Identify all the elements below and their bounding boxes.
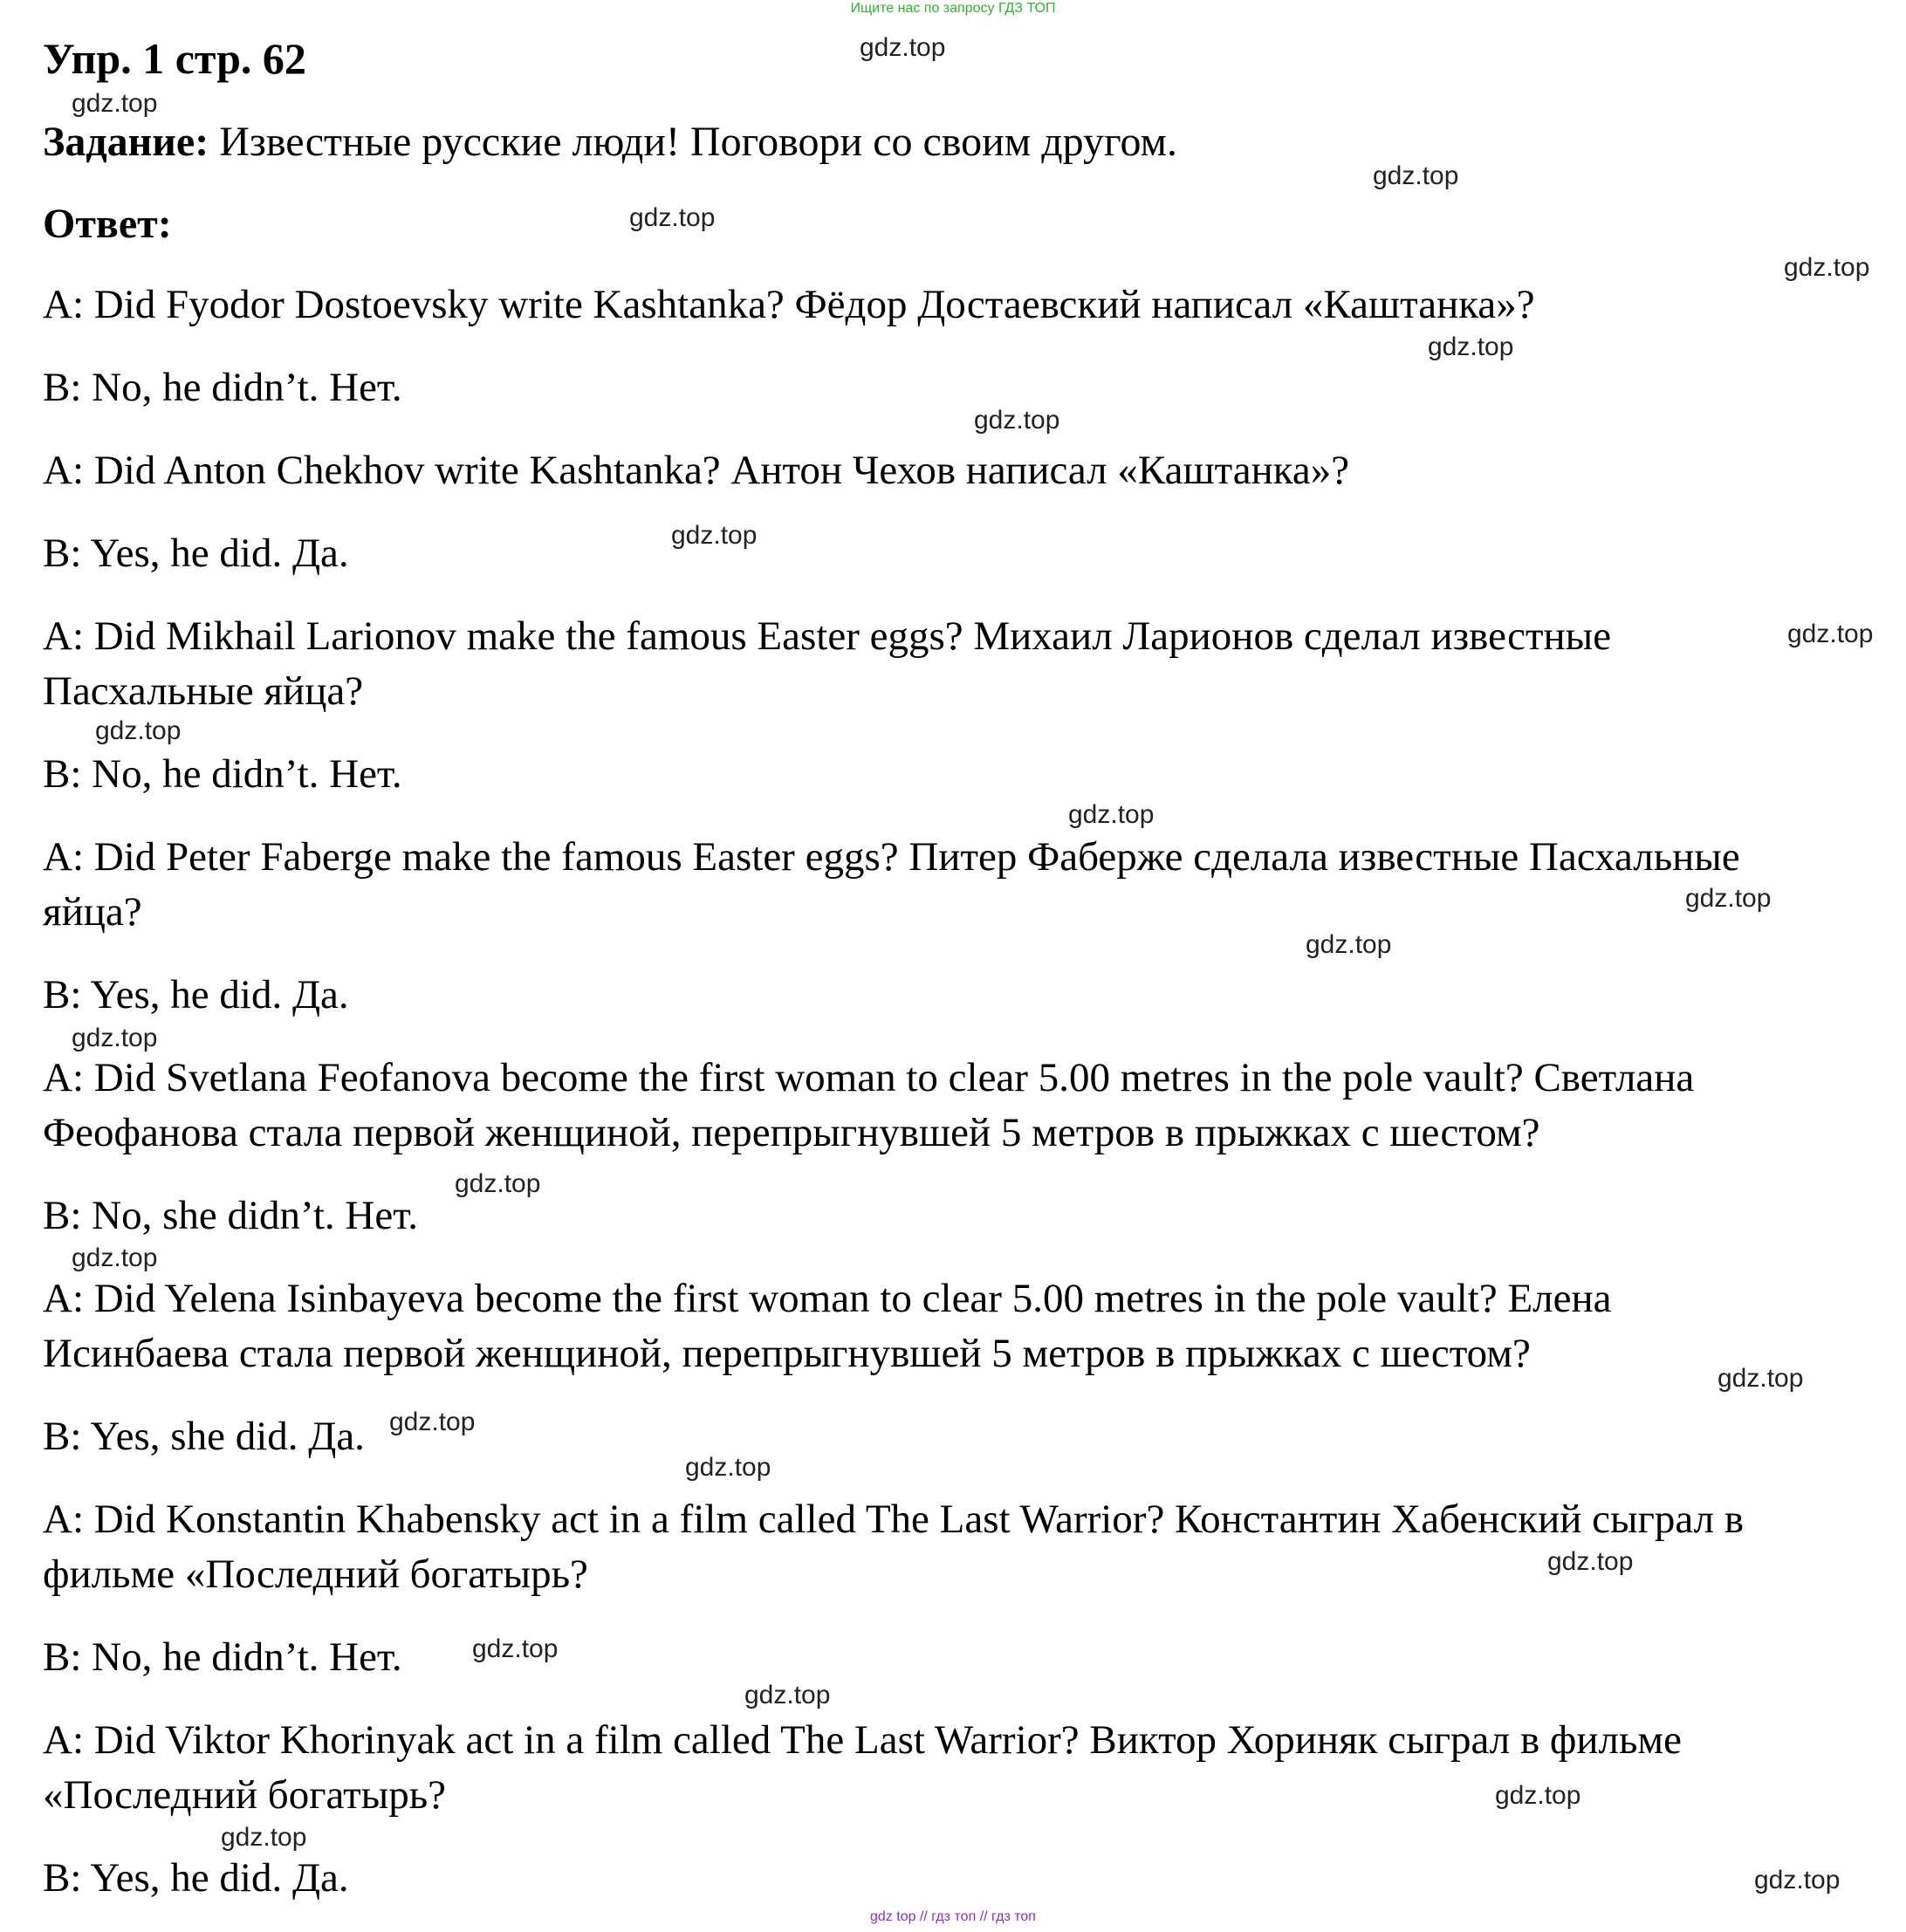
watermark: gdz.top xyxy=(1373,161,1459,190)
dialogue-line: B: No, he didn’t. Нет. xyxy=(43,751,402,797)
watermark: gdz.top xyxy=(1547,1547,1634,1576)
dialogue-line: B: Yes, he did. Да. xyxy=(43,531,349,576)
dialogue-line: B: No, she didn’t. Нет. xyxy=(43,1193,418,1238)
watermark: gdz.top xyxy=(671,521,758,550)
watermark: gdz.top xyxy=(1068,800,1155,829)
dialogue-line: A: Did Mikhail Larionov make the famous Easter eggs? Михаил Ларионов сделал известные xyxy=(43,613,1612,659)
watermark: gdz.top xyxy=(1784,253,1870,282)
watermark: gdz.top xyxy=(1428,332,1514,361)
dialogue-line: A: Did Svetlana Feofanova become the first woman to clear 5.00 metres in the pole vault? Светлана xyxy=(43,1055,1695,1100)
dialogue-line: A: Did Anton Chekhov write Kashtanka? Антон Чехов написал «Каштанка»? xyxy=(43,448,1350,493)
watermark: gdz.top xyxy=(1495,1781,1581,1810)
watermark: gdz.top xyxy=(1306,930,1392,959)
dialogue-line: A: Did Peter Faberge make the famous Easter eggs? Питер Фаберже сделала известные Пасхальные xyxy=(43,834,1740,880)
watermark: gdz.top xyxy=(1717,1364,1804,1393)
watermark: gdz.top xyxy=(1685,884,1772,913)
answer-label: Ответ: xyxy=(43,201,172,247)
footer-watermark: gdz top // гдз топ // гдз топ xyxy=(870,1909,1036,1924)
watermark: gdz.top xyxy=(389,1408,476,1436)
watermark: gdz.top xyxy=(860,33,946,62)
dialogue-line: B: No, he didn’t. Нет. xyxy=(43,365,402,410)
dialogue-line: A: Did Fyodor Dostoevsky write Kashtanka? Фёдор Достаевский написал «Каштанка»? xyxy=(43,282,1535,327)
watermark: gdz.top xyxy=(629,203,716,232)
watermark: gdz.top xyxy=(221,1823,307,1852)
dialogue-line: Пасхальные яйца? xyxy=(43,668,364,714)
dialogue-line: яйца? xyxy=(43,889,142,935)
dialogue-line: A: Did Viktor Khorinyak act in a film called The Last Warrior? Виктор Хориняк сыграл в фильме xyxy=(43,1717,1683,1763)
dialogue-line: фильме «Последний богатырь? xyxy=(43,1552,588,1597)
watermark: gdz.top xyxy=(472,1634,559,1663)
watermark: gdz.top xyxy=(685,1453,771,1482)
dialogue-line: B: No, he didn’t. Нет. xyxy=(43,1634,402,1680)
watermark: gdz.top xyxy=(744,1681,831,1709)
dialogue-line: B: Yes, he did. Да. xyxy=(43,1855,349,1901)
watermark: gdz.top xyxy=(72,1024,158,1052)
watermark: gdz.top xyxy=(455,1169,541,1198)
watermark: gdz.top xyxy=(95,716,182,745)
top-banner: Ищите нас по запросу ГДЗ ТОП xyxy=(850,1,1056,16)
dialogue-line: «Последний богатырь? xyxy=(43,1772,447,1818)
dialogue-line: A: Did Yelena Isinbayeva become the first woman to clear 5.00 metres in the pole vault? Елена xyxy=(43,1276,1612,1321)
dialogue-line: Феофанова стала первой женщиной, перепрыгнувшей 5 метров в прыжках с шестом? xyxy=(43,1110,1540,1155)
dialogue-line: A: Did Konstantin Khabensky act in a film called The Last Warrior? Константин Хабенский сыграл в xyxy=(43,1497,1745,1542)
dialogue-line: Исинбаева стала первой женщиной, перепрыгнувшей 5 метров в прыжках с шестом? xyxy=(43,1331,1531,1376)
exercise-title: Упр. 1 стр. 62 xyxy=(43,34,306,83)
task-text: Известные русские люди! Поговори со своим другом. xyxy=(209,119,1177,165)
dialogue-line: B: Yes, she did. Да. xyxy=(43,1414,365,1459)
task-label: Задание: xyxy=(43,119,209,165)
dialogue-line: B: Yes, he did. Да. xyxy=(43,972,349,1017)
watermark: gdz.top xyxy=(1787,620,1874,648)
watermark: gdz.top xyxy=(72,89,158,118)
task-statement xyxy=(43,115,1177,169)
watermark: gdz.top xyxy=(974,406,1060,435)
watermark: gdz.top xyxy=(1754,1866,1841,1894)
watermark: gdz.top xyxy=(72,1243,158,1272)
